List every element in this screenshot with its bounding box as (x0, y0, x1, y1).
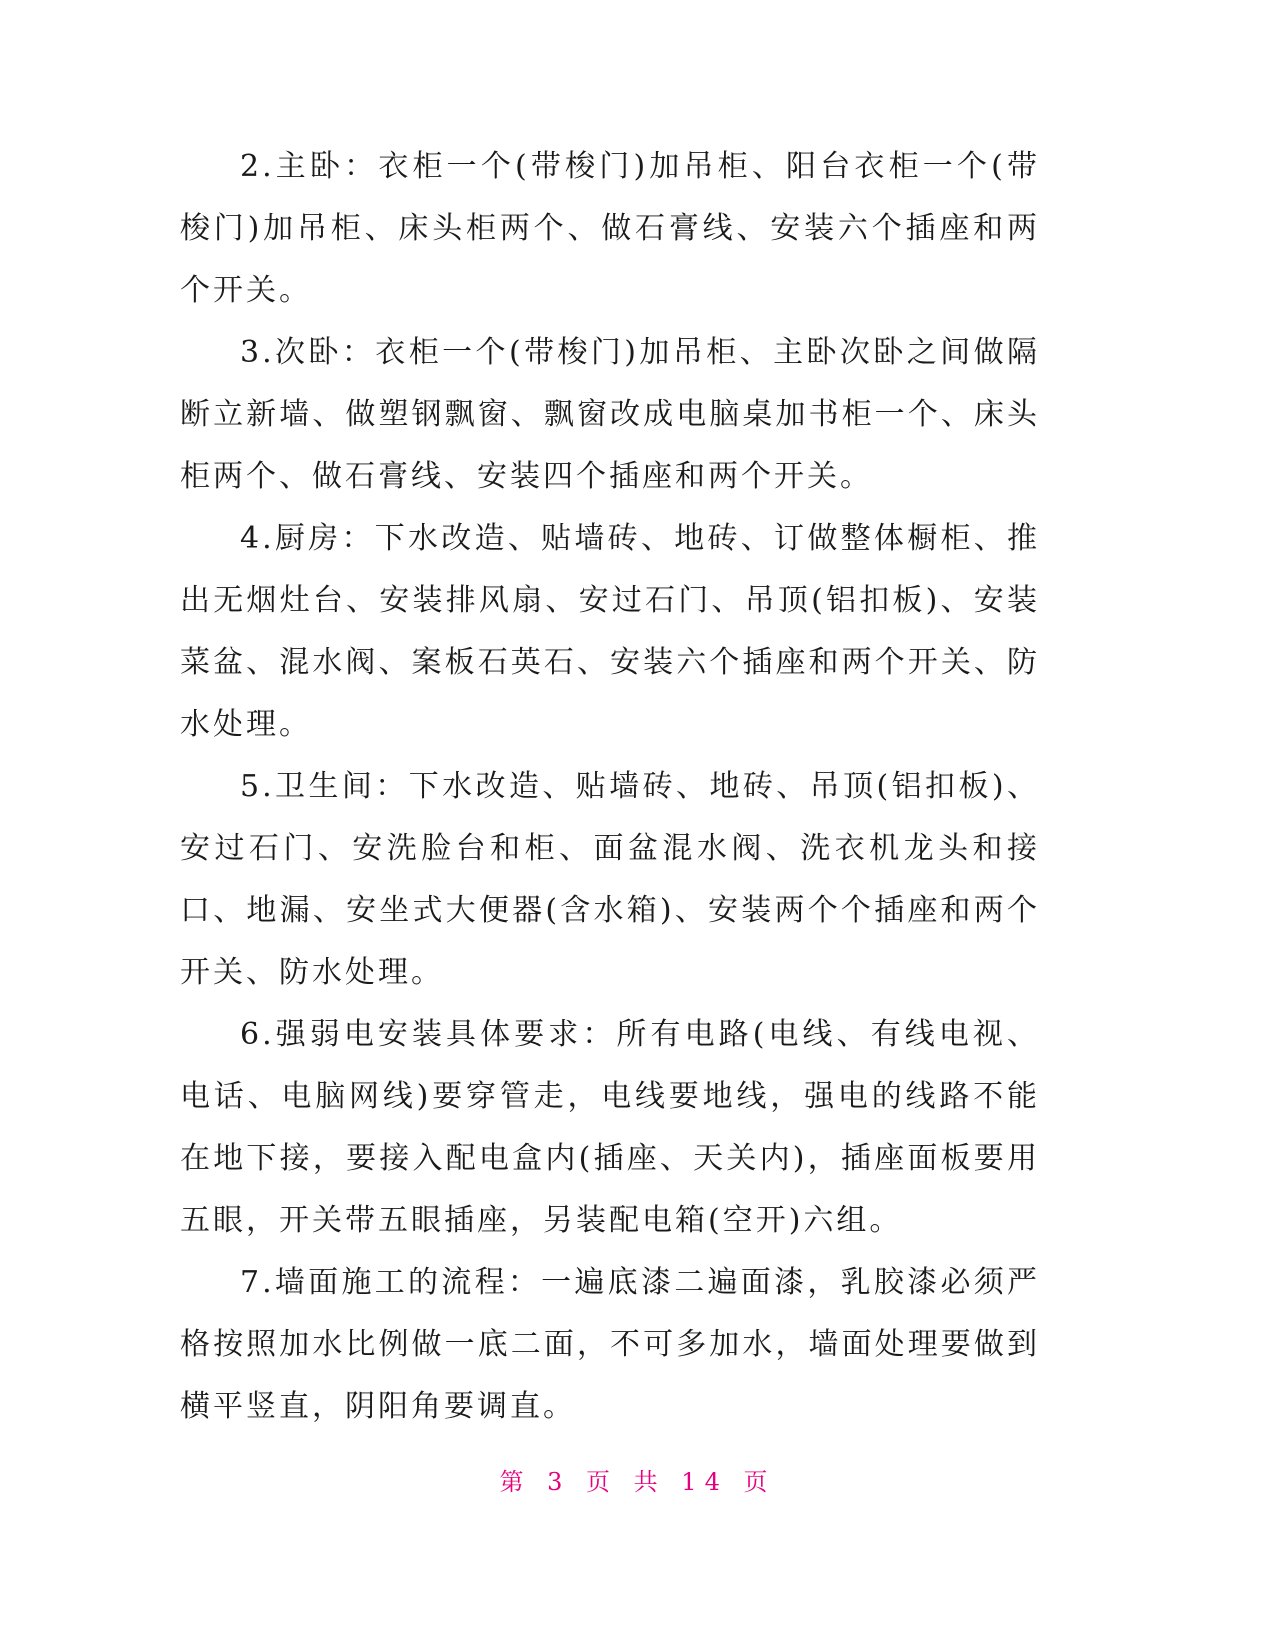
paragraph-master-bedroom: 2.主卧：衣柜一个(带梭门)加吊柜、阳台衣柜一个(带梭门)加吊柜、床头柜两个、做石膏线、安装六个插座和两个开关。 (180, 149, 1040, 308)
paragraph-wall-painting: 7.墙面施工的流程：一遍底漆二遍面漆，乳胶漆必须严格按照加水比例做一底二面，不可多加水，墙面处理要做到横平竖直，阴阳角要调直。 (180, 1265, 1040, 1424)
document-body (180, 136, 1040, 1438)
paragraph-second-bedroom: 3.次卧：衣柜一个(带梭门)加吊柜、主卧次卧之间做隔断立新墙、做塑钢飘窗、飘窗改成电脑桌加书柜一个、床头柜两个、做石膏线、安装四个插座和两个开关。 (180, 335, 1040, 494)
page-number-footer: 第 3 页 共 14 页 (499, 1468, 776, 1496)
paragraph-kitchen: 4.厨房：下水改造、贴墙砖、地砖、订做整体橱柜、推出无烟灶台、安装排风扇、安过石门、吊顶(铝扣板)、安装菜盆、混水阀、案板石英石、安装六个插座和两个开关、防水处理。 (180, 521, 1040, 742)
paragraph-bathroom: 5.卫生间：下水改造、贴墙砖、地砖、吊顶(铝扣板)、安过石门、安洗脸台和柜、面盆混水阀、洗衣机龙头和接口、地漏、安坐式大便器(含水箱)、安装两个个插座和两个开关、防水处理。 (180, 769, 1040, 990)
paragraph-electrical: 6.强弱电安装具体要求：所有电路(电线、有线电视、电话、电脑网线)要穿管走，电线要地线，强电的线路不能在地下接，要接入配电盒内(插座、天关内)，插座面板要用五眼，开关带五眼插座，另装配电箱(空开)六组。 (180, 1017, 1040, 1238)
